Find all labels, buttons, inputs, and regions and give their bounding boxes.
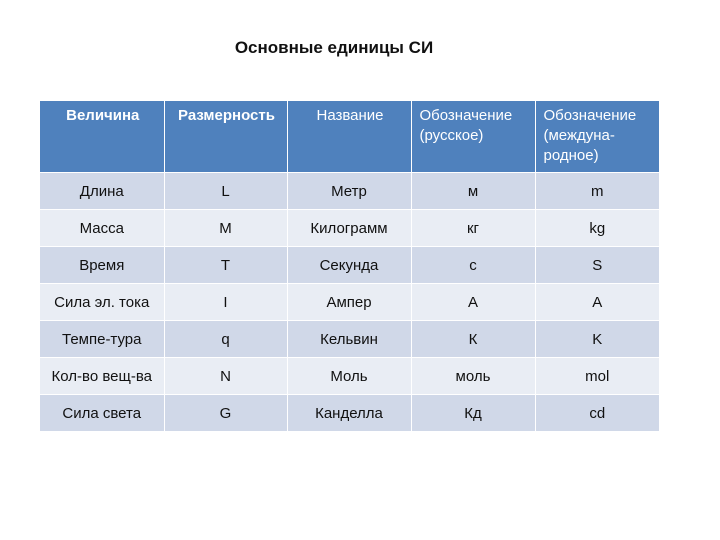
cell-dimension: I: [164, 284, 287, 321]
cell-symbol-russian: моль: [411, 358, 535, 395]
cell-name: Кельвин: [287, 321, 411, 358]
header-dimension: Размерность: [164, 101, 287, 173]
cell-symbol-international: cd: [535, 395, 659, 432]
cell-name: Моль: [287, 358, 411, 395]
si-units-table: [40, 101, 659, 431]
cell-name: Ампер: [287, 284, 411, 321]
table-row: [40, 210, 659, 247]
cell-symbol-international: mol: [535, 358, 659, 395]
cell-quantity: Кол-во вещ-ва: [40, 358, 164, 395]
cell-symbol-international: K: [535, 321, 659, 358]
cell-dimension: G: [164, 395, 287, 432]
table-row: [40, 284, 659, 321]
cell-quantity: Масса: [40, 210, 164, 247]
table-row: [40, 358, 659, 395]
page-title-text: Основные единицы СИ: [234, 38, 434, 57]
cell-symbol-international: m: [535, 173, 659, 210]
cell-quantity: Время: [40, 247, 164, 284]
cell-dimension: q: [164, 321, 287, 358]
cell-dimension: L: [164, 173, 287, 210]
cell-symbol-russian: м: [411, 173, 535, 210]
cell-quantity: Сила света: [40, 395, 164, 432]
cell-symbol-russian: А: [411, 284, 535, 321]
cell-name: Килограмм: [287, 210, 411, 247]
cell-dimension: T: [164, 247, 287, 284]
header-quantity: Величина: [40, 101, 164, 173]
header-symbol-russian: Обозначение (русское): [411, 101, 535, 173]
cell-name: Канделла: [287, 395, 411, 432]
cell-symbol-russian: К: [411, 321, 535, 358]
cell-quantity: Сила эл. тока: [40, 284, 164, 321]
cell-symbol-international: kg: [535, 210, 659, 247]
cell-name: Метр: [287, 173, 411, 210]
table-row: [40, 247, 659, 284]
table-row: [40, 395, 659, 432]
table-header-row: [40, 101, 659, 173]
cell-symbol-international: A: [535, 284, 659, 321]
cell-symbol-international: S: [535, 247, 659, 284]
header-symbol-international: Обозначение (междуна-родное): [535, 101, 659, 173]
cell-symbol-russian: кг: [411, 210, 535, 247]
table-row: [40, 173, 659, 210]
cell-quantity: Длина: [40, 173, 164, 210]
cell-name: Секунда: [287, 247, 411, 284]
table-row: [40, 321, 659, 358]
cell-dimension: N: [164, 358, 287, 395]
cell-symbol-russian: Кд: [411, 395, 535, 432]
page-title: [0, 38, 720, 58]
cell-dimension: M: [164, 210, 287, 247]
cell-symbol-russian: с: [411, 247, 535, 284]
cell-quantity: Темпе-тура: [40, 321, 164, 358]
header-name: Название: [287, 101, 411, 173]
